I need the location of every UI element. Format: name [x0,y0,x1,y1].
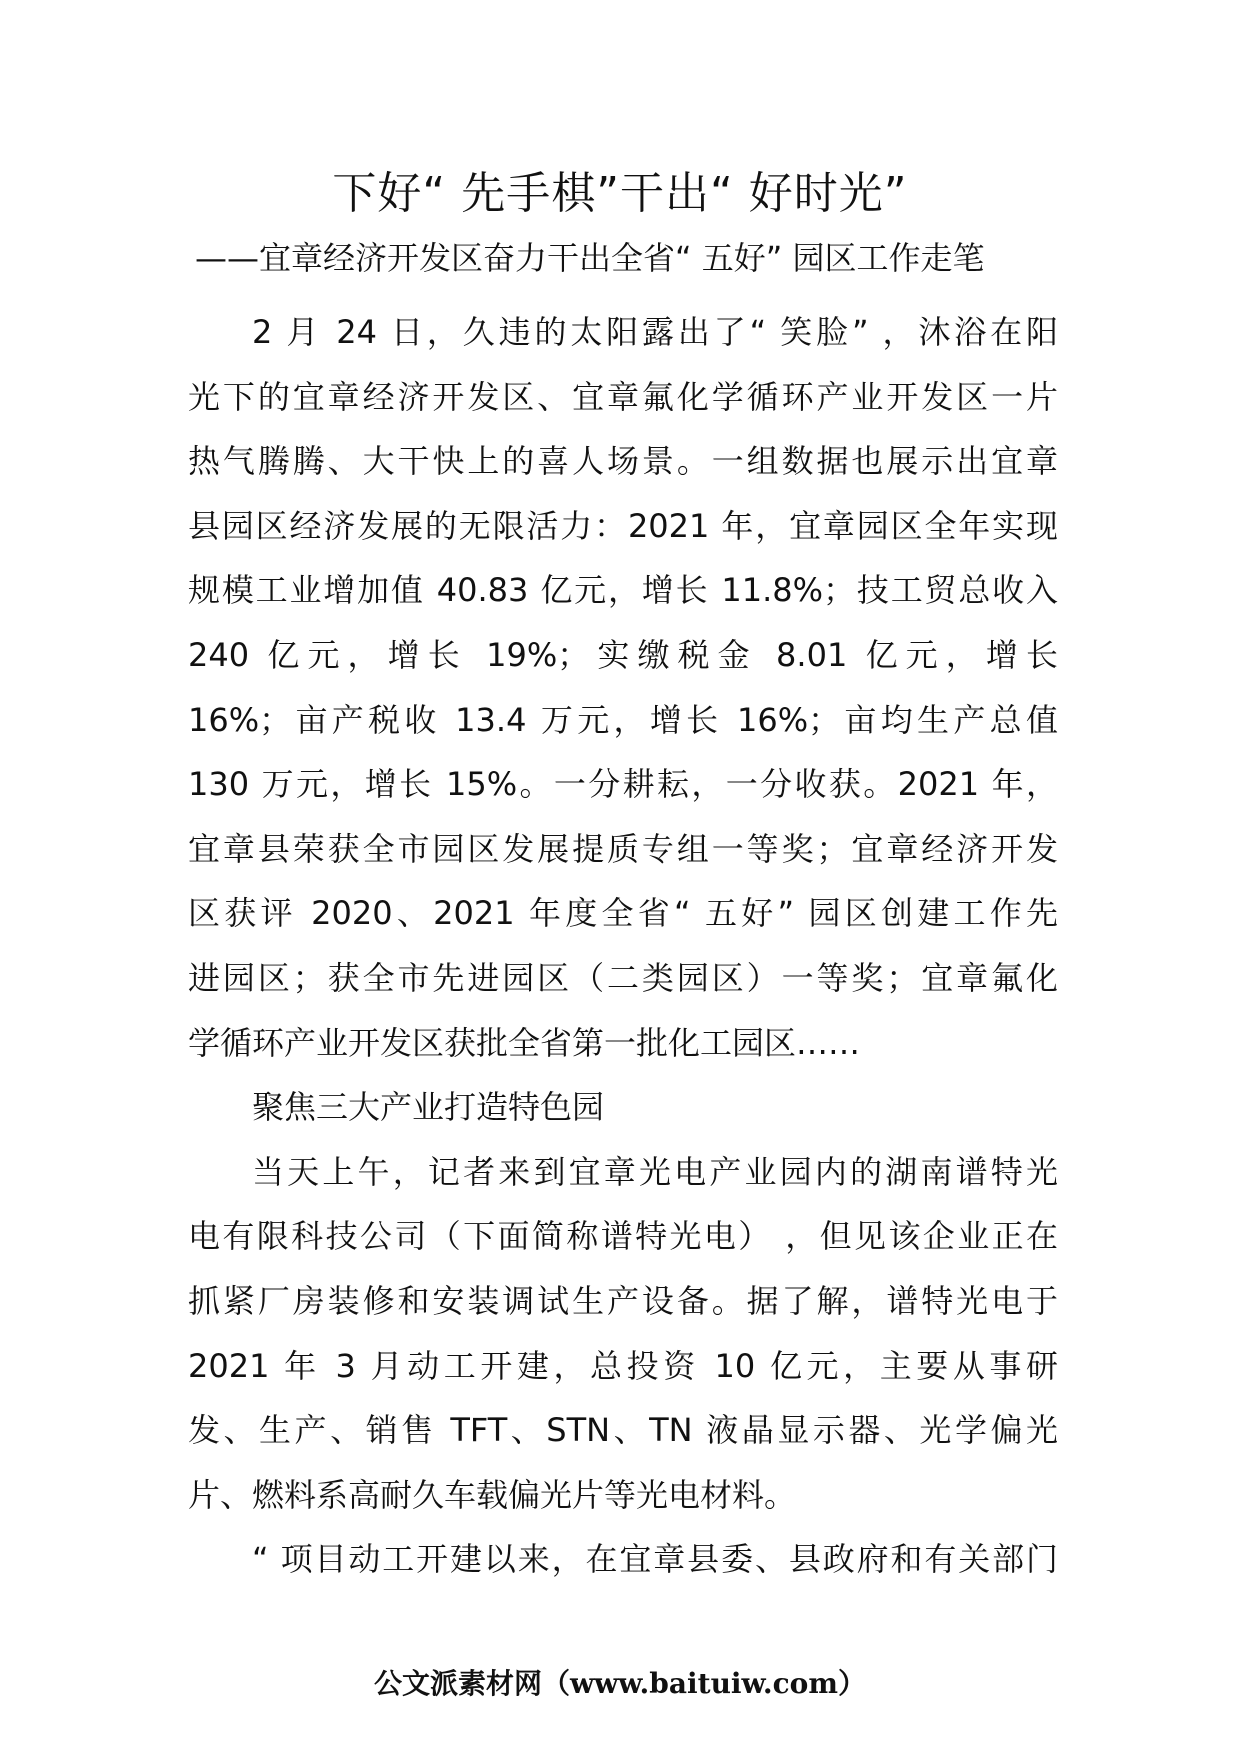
body-line: 区获评 2020、2021 年度全省“ 五好” 园区创建工作先 [188,894,1058,933]
body-line: 2 月 24 日，久违的太阳露出了“ 笑脸” ，沐浴在阳 [252,313,1058,351]
body-line: 发、生产、销售 TFT、STN、TN 液晶显示器、光学偏光 [188,1411,1058,1450]
body-line: 县园区经济发展的无限活力：2021 年，宜章园区全年实现 [188,506,1058,545]
body-line: “ 项目动工开建以来，在宜章县委、县政府和有关部门 [252,1540,1058,1579]
body-line: 130 万元，增长 15%。一分耕耘，一分收获。2021 年， [188,765,1058,804]
body-line: 16%；亩产税收 13.4 万元，增长 16%；亩均生产总值 [188,700,1058,739]
body-line: 规模工业增加值 40.83 亿元，增长 11.8%；技工贸总收入 [188,571,1058,610]
body-line: 2021 年 3 月动工开建，总投资 10 亿元，主要从事研 [188,1346,1058,1385]
footer-source-link: 公文派素材网（www.baituiw.com） [374,1667,866,1700]
section-heading: 聚焦三大产业打造特色园 [252,1088,605,1127]
body-line: 当天上午，记者来到宜章光电产业园内的湖南谱特光 [252,1152,1058,1191]
body-line: 进园区；获全市先进园区（二类园区）一等奖；宜章氟化 [188,958,1058,997]
body-line: 光下的宜章经济开发区、宜章氟化学循环产业开发区一片 [188,377,1058,416]
article-subtitle: ——宜章经济开发区奋力干出全省“ 五好” 园区工作走笔 [195,239,985,277]
body-line: 电有限科技公司（下面简称谱特光电） ，但见该企业正在 [188,1217,1058,1256]
body-line: 宜章县荣获全市园区发展提质专组一等奖；宜章经济开发 [188,829,1058,868]
article-body [188,300,1058,1592]
body-line: 热气腾腾、大干快上的喜人场景。一组数据也展示出宜章 [188,442,1058,481]
body-line: 学循环产业开发区获批全省第一批化工园区…… [188,1023,861,1062]
body-line: 240 亿元，增长 19%；实缴税金 8.01 亿元，增长 [188,635,1058,674]
body-line: 抓紧厂房装修和安装调试生产设备。据了解，谱特光电于 [188,1281,1058,1320]
article-title: 下好“ 先手棋”干出“ 好时光” [332,168,908,219]
body-line: 片、燃料系高耐久车载偏光片等光电材料。 [188,1475,797,1514]
